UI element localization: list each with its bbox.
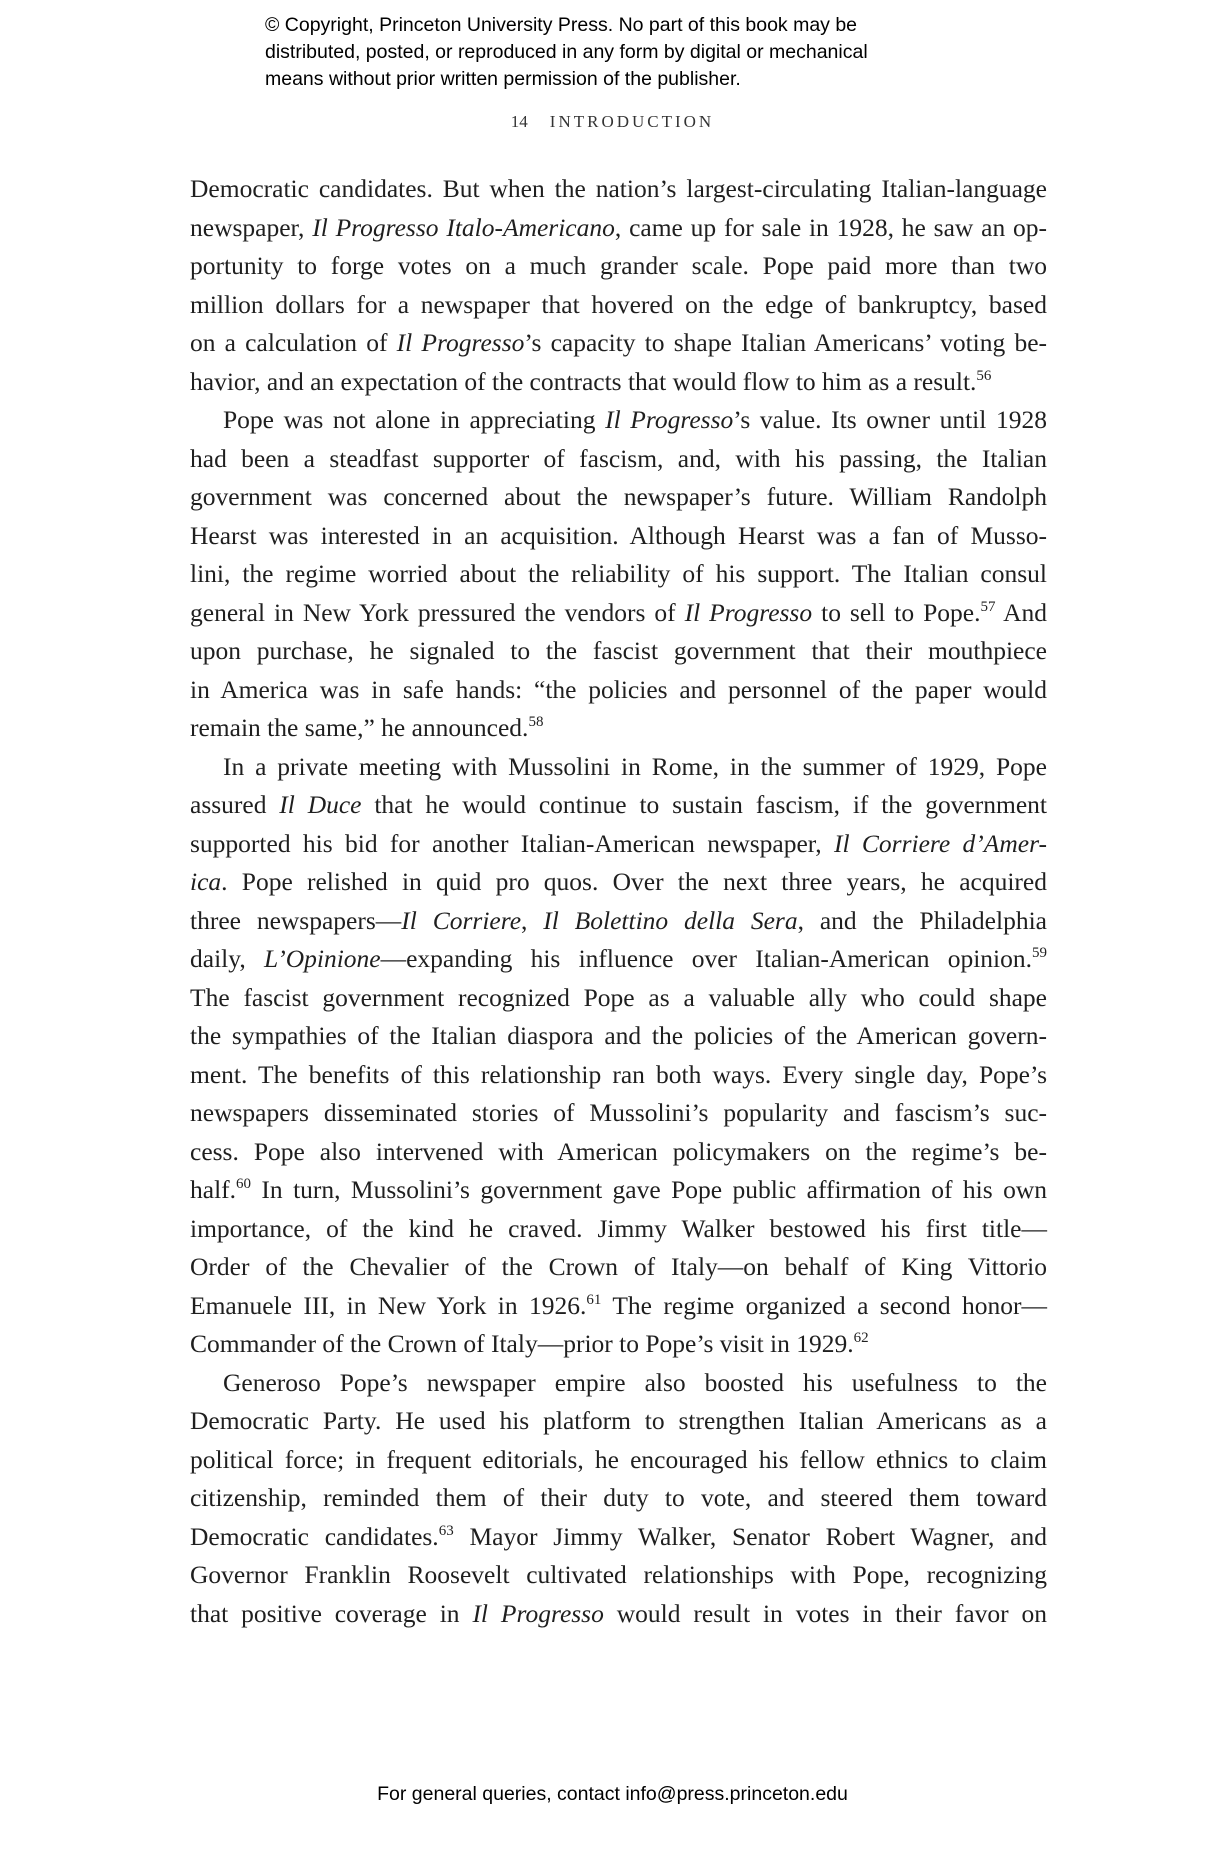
text-line [190, 709, 1047, 748]
body-text [190, 170, 1047, 1633]
text-run: And [995, 597, 1047, 627]
text-line [190, 1210, 1047, 1249]
text-run: the sympathies of the Italian diaspora and the policies of the American govern- [190, 1021, 1047, 1050]
italic-text: Il Bolettino della Sera [543, 905, 798, 935]
text-line [190, 286, 1047, 325]
text-run: Democratic candidates. [190, 1521, 439, 1551]
copyright-line: means without prior written permission of the publisher. [265, 68, 741, 90]
text-run: Hearst was interested in an acquisition. Although Hearst was a fan of Musso- [190, 520, 1047, 550]
text-run: ’s value. Its owner until 1928 [733, 405, 1047, 434]
text-run: Commander of the Crown of Italy—prior to Pope’s visit in 1929. [190, 1329, 854, 1358]
text-run: had been a steadfast supporter of fascism, and, with his passing, the Italian [190, 443, 1047, 473]
text-run: portunity to forge votes on a much grander scale. Pope paid more than two [190, 251, 1047, 280]
text-line [190, 555, 1047, 594]
text-run: , and the Philadelphia [797, 905, 1047, 935]
copyright-notice [265, 12, 868, 93]
text-run: lini, the regime worried about the reliability of his support. The Italian consul [190, 559, 1047, 588]
italic-text: L’Opinione [263, 944, 381, 973]
text-run: daily, [190, 944, 264, 973]
text-run: The regime organized a second honor— [601, 1290, 1048, 1320]
text-run: government was concerned about the newspaper’s future. William Randolph [190, 482, 1047, 511]
text-run: citizenship, reminded them of their duty to vote, and steered them toward [190, 1483, 1047, 1512]
text-run: importance, of the kind he craved. Jimmy Walker bestowed his first title— [190, 1213, 1047, 1243]
text-run: ’s capacity to shape Italian Americans’ voting be- [524, 328, 1048, 357]
italic-text: Il Corriere [401, 905, 522, 935]
footnote-marker: 61 [586, 1291, 602, 1308]
text-line [190, 517, 1047, 556]
footnote-marker: 58 [528, 714, 544, 730]
text-line [190, 863, 1047, 902]
text-run: half. [190, 1175, 237, 1204]
italic-text: Il Progresso [605, 405, 734, 434]
copyright-line: © Copyright, Princeton University Press. No part of this book may be [265, 14, 858, 36]
italic-text: Il Progresso [396, 328, 525, 357]
text-run: to sell to Pope. [812, 597, 981, 627]
italic-text: Il Progresso [684, 597, 813, 627]
text-run: Governor Franklin Roosevelt cultivated relationships with Pope, recognizing [190, 1560, 1047, 1589]
text-run: that he would continue to sustain fascism, if the government [361, 790, 1047, 819]
text-line [190, 1171, 1047, 1210]
text-run: general in New York pressured the vendors of [190, 597, 685, 627]
running-head [0, 112, 1225, 132]
text-run: remain the same,” he announced. [190, 713, 529, 742]
text-line [190, 748, 1047, 787]
text-run: Pope was not alone in appreciating [223, 405, 606, 434]
italic-text: ica [190, 867, 222, 896]
text-run: supported his bid for another Italian-American newspaper, [190, 828, 834, 858]
text-line [190, 1441, 1047, 1480]
text-line [190, 1094, 1047, 1133]
footnote-marker: 63 [438, 1522, 454, 1539]
text-run: cess. Pope also intervened with American policymakers on the regime’s be- [190, 1136, 1047, 1166]
text-line [190, 979, 1047, 1018]
text-run: that positive coverage in [190, 1598, 473, 1628]
text-run: million dollars for a newspaper that hovered on the edge of bankruptcy, based [190, 289, 1047, 319]
text-run: upon purchase, he signaled to the fascist government that their mouthpiece [190, 636, 1047, 665]
italic-text: Il Progresso Italo-Americano [312, 212, 615, 242]
text-run: The fascist government recognized Pope as a valuable ally who could shape [190, 982, 1047, 1012]
text-line [190, 1056, 1047, 1095]
text-run: assured [190, 790, 280, 819]
text-line [190, 825, 1047, 864]
text-line [190, 902, 1047, 941]
footnote-marker: 57 [980, 598, 996, 615]
text-line [190, 1133, 1047, 1172]
text-line [190, 170, 1047, 209]
italic-text: Il Corriere d’Amer- [833, 828, 1047, 858]
text-run: on a calculation of [190, 328, 397, 357]
text-line [190, 632, 1047, 671]
text-line [190, 209, 1047, 248]
text-line [190, 1595, 1047, 1634]
text-line [190, 247, 1047, 286]
footnote-marker: 59 [1032, 945, 1047, 961]
text-line [190, 1287, 1047, 1326]
text-run: in America was in safe hands: “the policies and personnel of the paper would [190, 674, 1047, 704]
text-line [190, 363, 1047, 402]
text-line [190, 1479, 1047, 1518]
text-line [190, 1402, 1047, 1441]
text-line [190, 324, 1047, 363]
text-run: In turn, Mussolini’s government gave Pope public affirmation of his own [251, 1175, 1047, 1204]
paragraph [190, 748, 1047, 1364]
text-run: Democratic Party. He used his platform to strengthen Italian Americans as a [190, 1406, 1047, 1435]
text-run: newspaper, [190, 212, 313, 242]
page-number: 14 [510, 112, 528, 131]
section-title: INTRODUCTION [549, 112, 715, 131]
text-line [190, 786, 1047, 825]
text-run: ment. The benefits of this relationship ran both ways. Every single day, Pope’s [190, 1059, 1047, 1089]
copyright-line: distributed, posted, or reproduced in any form by digital or mechanical [265, 41, 868, 63]
footnote-marker: 62 [853, 1330, 869, 1346]
text-line [190, 1248, 1047, 1287]
italic-text: Il Progresso [472, 1598, 604, 1628]
text-line [190, 1017, 1047, 1056]
footnote-marker: 56 [976, 367, 992, 384]
text-line [190, 1325, 1047, 1364]
text-run: Generoso Pope’s newspaper empire also boosted his usefulness to the [223, 1367, 1047, 1397]
text-line [190, 1364, 1047, 1403]
text-run: Emanuele III, in New York in 1926. [190, 1290, 587, 1320]
paragraph [190, 401, 1047, 748]
text-run: In a private meeting with Mussolini in Rome, in the summer of 1929, Pope [223, 751, 1047, 781]
text-run: Democratic candidates. But when the nation’s largest-circulating Italian-language [190, 174, 1047, 203]
text-run: newspapers disseminated stories of Mussolini’s popularity and fascism’s suc- [190, 1098, 1047, 1127]
text-run: , came up for sale in 1928, he saw an op- [614, 212, 1048, 242]
text-run: , [521, 905, 544, 935]
footer-contact: For general queries, contact info@press.princeton.edu [377, 1783, 848, 1805]
paragraph [190, 1364, 1047, 1634]
text-run: Order of the Chevalier of the Crown of Italy—on behalf of King Vittorio [190, 1252, 1047, 1281]
text-run: political force; in frequent editorials, he encouraged his fellow ethnics to claim [190, 1444, 1047, 1474]
text-line [190, 478, 1047, 517]
text-line [190, 401, 1047, 440]
footnote-marker: 60 [236, 1176, 252, 1192]
text-line [190, 671, 1047, 710]
italic-text: Il Duce [279, 790, 362, 819]
text-line [190, 1556, 1047, 1595]
text-run: —expanding his influence over Italian-American opinion. [380, 944, 1032, 973]
text-line [190, 594, 1047, 633]
text-line [190, 1518, 1047, 1557]
text-run: havior, and an expectation of the contracts that would flow to him as a result. [190, 366, 977, 396]
paragraph [190, 170, 1047, 401]
text-line [190, 940, 1047, 979]
text-run: three newspapers— [190, 905, 402, 935]
text-run: . Pope relished in quid pro quos. Over the next three years, he acquired [221, 867, 1047, 896]
text-line [190, 440, 1047, 479]
text-run: Mayor Jimmy Walker, Senator Robert Wagner, and [453, 1521, 1047, 1551]
text-run: would result in votes in their favor on [603, 1598, 1047, 1628]
